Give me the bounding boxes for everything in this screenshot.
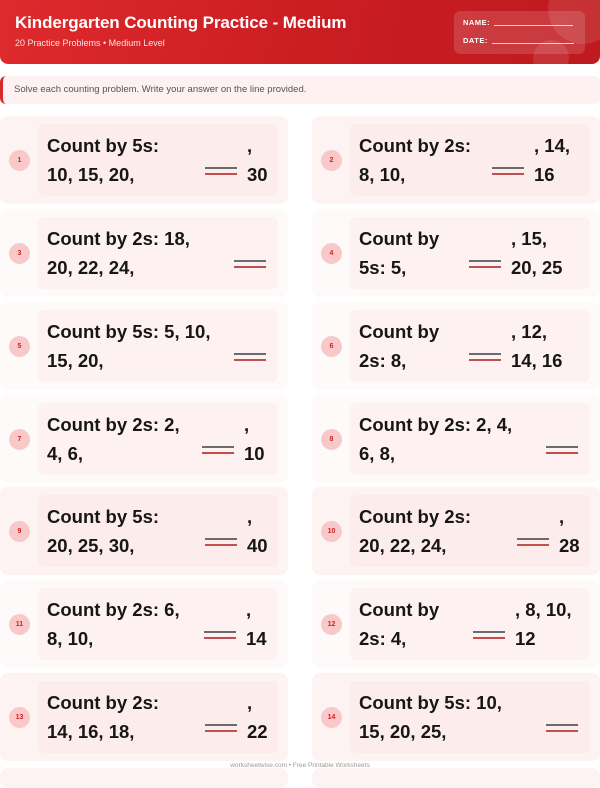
problem-text-line1: Count by 2s: (359, 135, 472, 156)
answer-blank[interactable] (546, 446, 578, 454)
problem-text-line1: Count by 5s: 5, 10, (47, 321, 211, 342)
problem-card-14 (312, 673, 600, 761)
problem-card-13 (0, 673, 288, 761)
problem-text-line1: Count by 2s: 18, (47, 228, 190, 249)
problem-text-line1: Count by 2s: 6, (47, 599, 180, 620)
problem-text-line2: 4, 6, (47, 443, 83, 464)
name-field[interactable] (463, 18, 573, 27)
problem-text-line2: 15, 20, 25, (359, 721, 447, 742)
answer-blank[interactable] (234, 260, 266, 268)
sequence-after-blank-top: , 8, 10, (515, 599, 572, 620)
problem-box (38, 495, 278, 567)
problem-text-line2: 2s: 8, (359, 350, 407, 371)
problem-text-line2: 20, 22, 24, (47, 257, 135, 278)
sequence-after-blank: 14 (246, 628, 267, 649)
problem-card-1 (0, 116, 288, 204)
problem-box (350, 124, 590, 196)
problem-number-badge: 4 (321, 243, 342, 264)
problem-number-badge: 1 (9, 150, 30, 171)
problem-box (38, 681, 278, 753)
problem-text-line1: Count by (359, 599, 440, 620)
problem-text-line2: 14, 16, 18, (47, 721, 135, 742)
problem-number-badge: 11 (9, 614, 30, 635)
problem-text-line2: 20, 25, 30, (47, 535, 135, 556)
answer-blank[interactable] (517, 538, 549, 546)
sequence-after-blank: 20, 25 (511, 257, 563, 278)
problem-text-line1: Count by (359, 321, 440, 342)
sequence-after-blank-top: , 15, (511, 228, 547, 249)
sequence-after-blank: 40 (247, 535, 268, 556)
answer-blank[interactable] (469, 353, 501, 361)
problem-box (38, 217, 278, 289)
date-label: DATE: (463, 36, 488, 45)
problem-number-badge: 14 (321, 707, 342, 728)
problem-number-badge: 7 (9, 429, 30, 450)
answer-blank[interactable] (492, 167, 524, 175)
problem-number-badge: 10 (321, 521, 342, 542)
problem-box (350, 495, 590, 567)
worksheet-header (0, 0, 600, 64)
problem-number-badge: 5 (9, 336, 30, 357)
sequence-after-blank-top: , 14, (534, 135, 570, 156)
answer-blank[interactable] (204, 631, 236, 639)
problem-text-line1: Count by 5s: (47, 135, 160, 156)
problem-text-line1: Count by 5s: (47, 506, 160, 527)
problem-card-7 (0, 395, 288, 483)
problem-number-badge: 13 (9, 707, 30, 728)
problem-number-badge: 2 (321, 150, 342, 171)
problem-number-badge: 9 (9, 521, 30, 542)
answer-blank[interactable] (202, 446, 234, 454)
problem-card-6 (312, 302, 600, 390)
problem-text-line1: Count by (359, 228, 440, 249)
problem-box (350, 403, 590, 475)
problem-text-line1: Count by 2s: 2, 4, (359, 414, 513, 435)
answer-blank[interactable] (546, 724, 578, 732)
problem-text-line1: Count by 2s: 2, (47, 414, 180, 435)
instructions-banner (0, 76, 600, 104)
date-field[interactable] (463, 36, 574, 45)
problem-box (38, 588, 278, 660)
sequence-after-blank: 12 (515, 628, 536, 649)
problem-text-line2: 15, 20, (47, 350, 104, 371)
sequence-after-blank-top: , (247, 506, 253, 527)
page-title: Kindergarten Counting Practice - Medium (15, 13, 347, 32)
problem-box (350, 588, 590, 660)
problem-card-10 (312, 487, 600, 575)
sequence-after-blank: 16 (534, 164, 555, 185)
problem-card-16-partial (312, 768, 600, 788)
sequence-after-blank: 14, 16 (511, 350, 563, 371)
sequence-after-blank-top: , (246, 599, 252, 620)
problem-card-11 (0, 580, 288, 668)
problem-text-line1: Count by 2s: (359, 506, 472, 527)
answer-blank[interactable] (205, 724, 237, 732)
problem-box (38, 124, 278, 196)
name-line[interactable] (494, 25, 573, 26)
page-subtitle: 20 Practice Problems • Medium Level (15, 38, 165, 48)
sequence-after-blank-top: , (559, 506, 565, 527)
problem-box (350, 217, 590, 289)
problem-card-12 (312, 580, 600, 668)
answer-blank[interactable] (473, 631, 505, 639)
date-line[interactable] (492, 43, 574, 44)
answer-blank[interactable] (205, 538, 237, 546)
sequence-after-blank: 28 (559, 535, 580, 556)
problem-box (38, 310, 278, 382)
problem-text-line2: 6, 8, (359, 443, 395, 464)
problem-box (38, 403, 278, 475)
problem-box (350, 310, 590, 382)
answer-blank[interactable] (234, 353, 266, 361)
answer-blank[interactable] (469, 260, 501, 268)
sequence-after-blank-top: , (247, 692, 253, 713)
problem-card-8 (312, 395, 600, 483)
problem-text-line1: Count by 5s: 10, (359, 692, 502, 713)
problem-box (350, 681, 590, 753)
sequence-after-blank-top: , (247, 135, 253, 156)
sequence-after-blank: 10 (244, 443, 265, 464)
problem-text-line2: 2s: 4, (359, 628, 407, 649)
name-date-box (454, 11, 585, 54)
name-label: NAME: (463, 18, 491, 27)
sequence-after-blank-top: , (244, 414, 250, 435)
problem-text-line2: 8, 10, (359, 164, 406, 185)
problem-card-9 (0, 487, 288, 575)
footer-text: worksheetwise.com • Free Printable Worksheets (230, 762, 370, 769)
problem-text-line2: 20, 22, 24, (359, 535, 447, 556)
problem-text-line2: 8, 10, (47, 628, 94, 649)
sequence-after-blank: 30 (247, 164, 268, 185)
problem-number-badge: 6 (321, 336, 342, 357)
problem-card-3 (0, 209, 288, 297)
problem-card-4 (312, 209, 600, 297)
problem-number-badge: 3 (9, 243, 30, 264)
problem-number-badge: 12 (321, 614, 342, 635)
problem-card-15-partial (0, 768, 288, 788)
problem-text-line2: 10, 15, 20, (47, 164, 135, 185)
sequence-after-blank: 22 (247, 721, 268, 742)
problem-card-5 (0, 302, 288, 390)
answer-blank[interactable] (205, 167, 237, 175)
problem-card-2 (312, 116, 600, 204)
sequence-after-blank-top: , 12, (511, 321, 547, 342)
problem-text-line2: 5s: 5, (359, 257, 407, 278)
instructions-text: Solve each counting problem. Write your answer on the line provided. (14, 84, 307, 95)
problem-number-badge: 8 (321, 429, 342, 450)
problem-text-line1: Count by 2s: (47, 692, 160, 713)
